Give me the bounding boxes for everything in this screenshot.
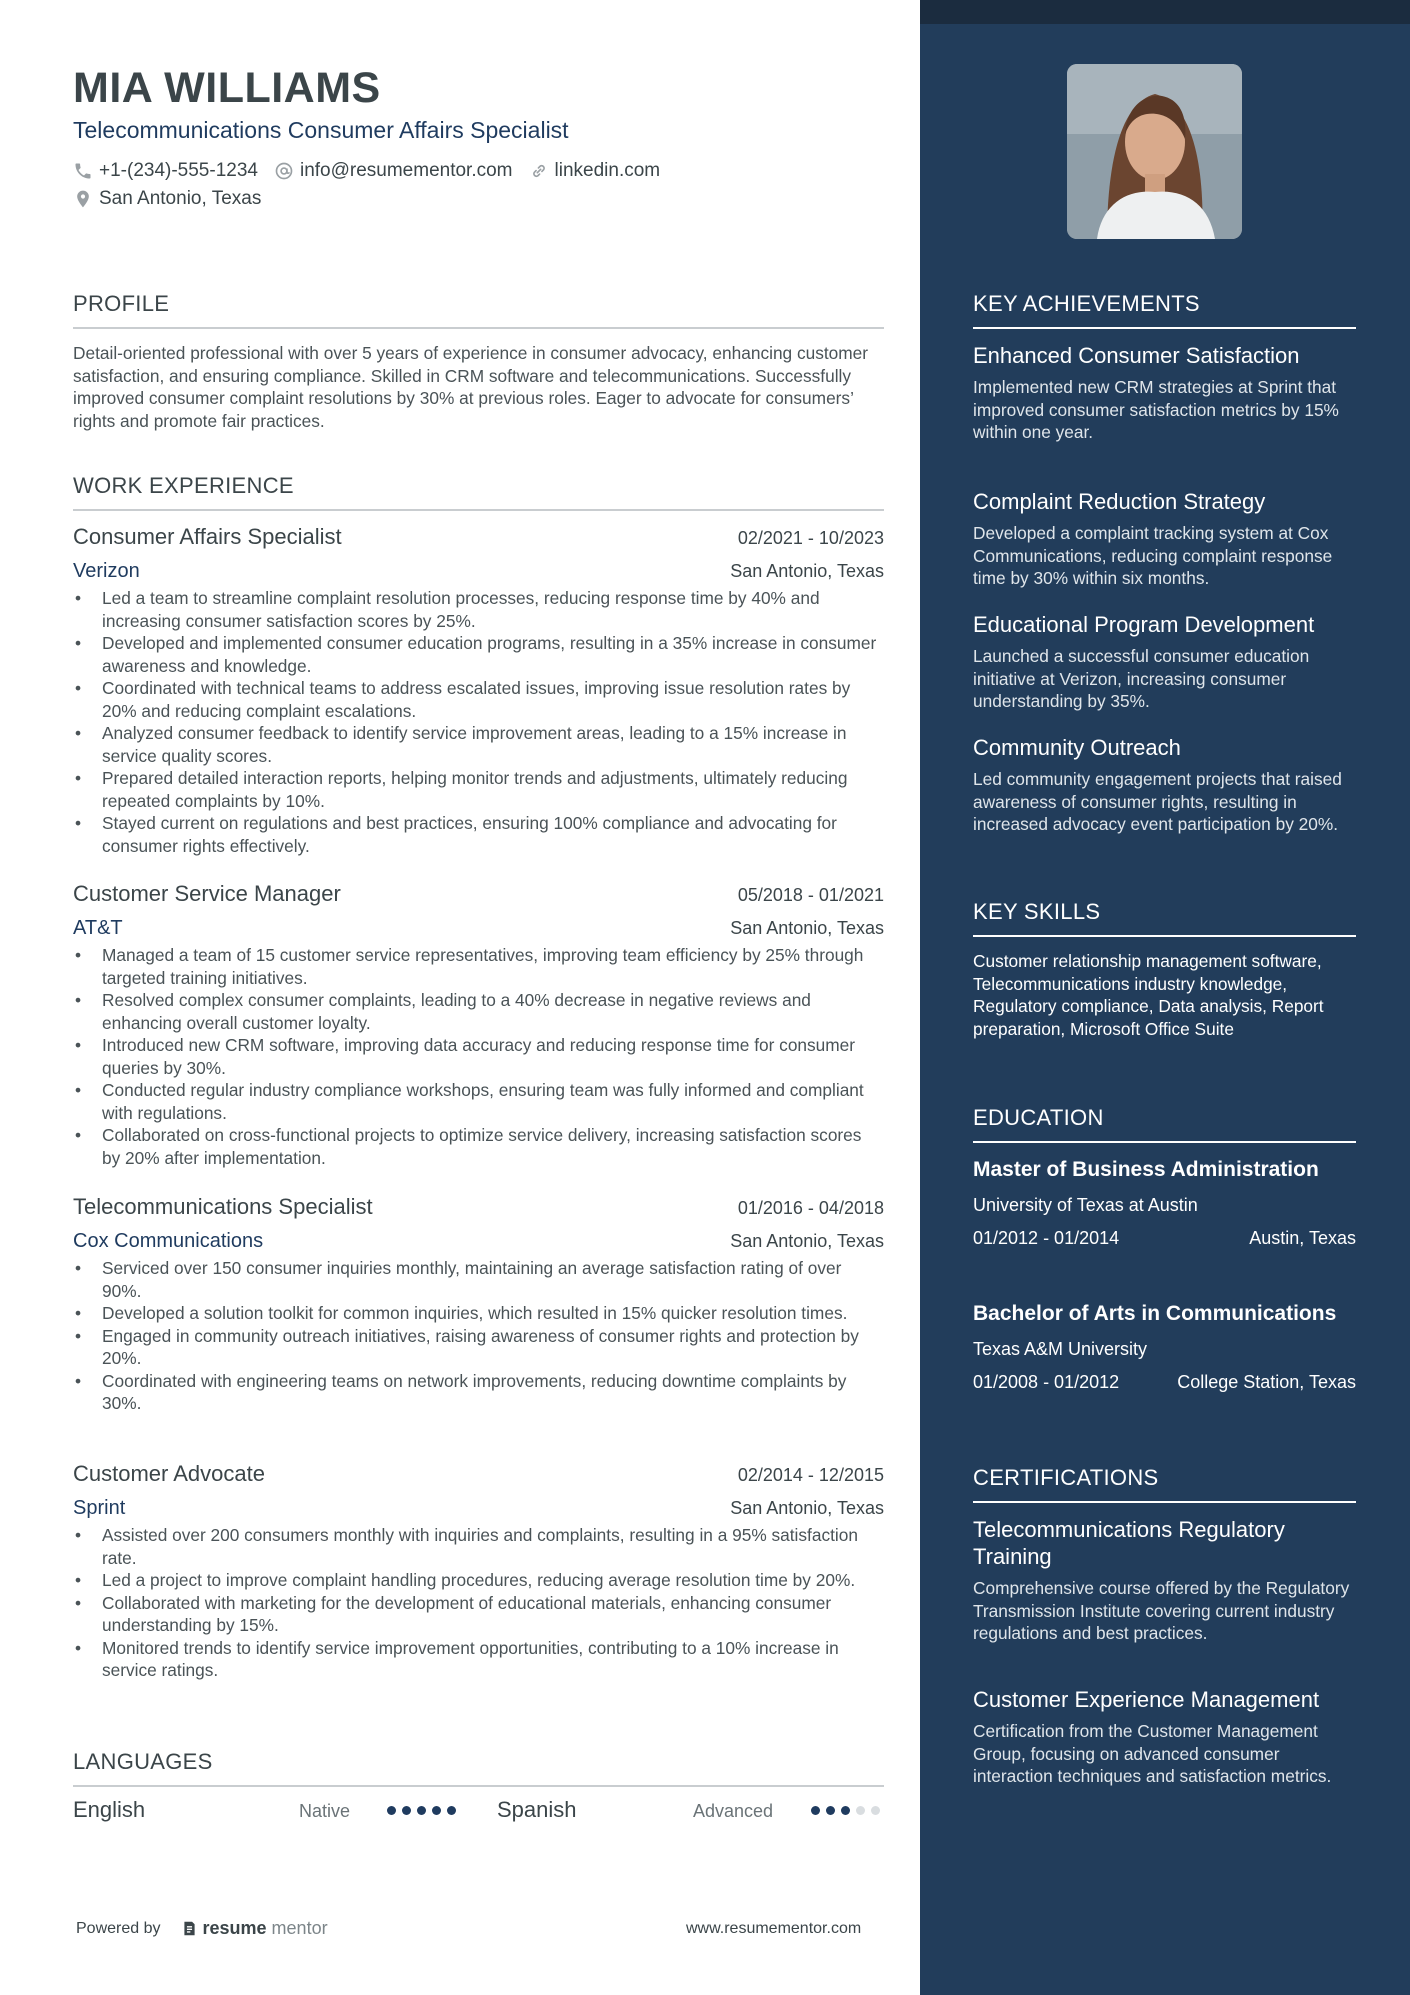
language-level: Native <box>299 1801 351 1821</box>
education-degree: Master of Business Administration <box>973 1158 1319 1181</box>
at-icon <box>274 161 294 181</box>
education-location: College Station, Texas <box>1177 1372 1356 1392</box>
job-entry <box>73 524 884 857</box>
experience-heading: WORK EXPERIENCE <box>73 473 884 511</box>
profile-text: Detail-oriented professional with over 5 years of experience in consumer advocacy, enhancing customer satisfaction, and ensuring compliance. Skilled in CRM software and telecommunications. Successfully improved consumer complaint resolutions by 30% at previous roles. Eager to advocate for consumers’ rights and promote fair practices. <box>73 343 869 431</box>
phone-text: +1-(234)-555-1234 <box>99 160 258 181</box>
job-bullet: • Resolved complex consumer complaints, leading to a 40% decrease in negative reviews and enhancing overall customer loyalty. <box>73 989 884 1034</box>
contact-row <box>73 160 660 182</box>
job-bullet: • Analyzed consumer feedback to identify service improvement areas, leading to a 15% increase in service quality scores. <box>73 722 884 767</box>
job-bullet: • Developed a solution toolkit for common inquiries, which resulted in 15% quicker resolution times. <box>73 1302 884 1325</box>
job-bullets <box>73 1524 884 1682</box>
job-bullet: • Led a project to improve complaint handling procedures, reducing average resolution time by 20%. <box>73 1569 884 1592</box>
achievement-title: Enhanced Consumer Satisfaction <box>973 343 1300 368</box>
achievement-item <box>973 488 1356 590</box>
language-item <box>497 1797 577 1823</box>
powered-by-label: Powered by <box>76 1919 161 1937</box>
email-text: info@resumementor.com <box>299 160 513 181</box>
achievement-title: Community Outreach <box>973 735 1181 760</box>
job-company: Verizon <box>73 560 140 582</box>
language-item <box>73 1797 145 1823</box>
rating-dot-filled <box>387 1806 396 1815</box>
language-rating <box>387 1806 456 1815</box>
language-name: English <box>73 1797 146 1822</box>
phone-icon <box>73 161 93 181</box>
footer-powered-by <box>76 1918 328 1939</box>
job-entry <box>73 881 884 1169</box>
education-school: University of Texas at Austin <box>973 1195 1198 1215</box>
rating-dot-empty <box>871 1806 880 1815</box>
language-rating <box>811 1806 880 1815</box>
language-level: Advanced <box>693 1801 774 1821</box>
language-name: Spanish <box>497 1797 577 1822</box>
job-bullet: • Assisted over 200 consumers monthly with inquiries and complaints, resulting in a 95% satisfaction rate. <box>73 1524 884 1569</box>
achievement-text: Implemented new CRM strategies at Sprint that improved consumer satisfaction metrics by 15% within one year. <box>973 377 1339 442</box>
brand-name-bold: resume <box>202 1918 267 1938</box>
job-location: San Antonio, Texas <box>730 1231 884 1251</box>
education-heading: EDUCATION <box>973 1105 1356 1143</box>
achievement-text: Developed a complaint tracking system at Cox Communications, reducing complaint response time by 30% within six months. <box>973 523 1333 588</box>
job-dates: 01/2016 - 04/2018 <box>737 1198 884 1218</box>
job-title: Telecommunications Specialist <box>73 1194 373 1219</box>
education-dates: 01/2012 - 01/2014 <box>973 1228 1120 1248</box>
certification-text: Comprehensive course offered by the Regulatory Transmission Institute covering current industry regulations and best practices. <box>973 1578 1350 1643</box>
achievement-text: Launched a successful consumer education initiative at Verizon, increasing consumer understanding by 35%. <box>973 646 1310 711</box>
certification-item <box>973 1686 1356 1788</box>
job-bullet: • Collaborated with marketing for the development of educational materials, enhancing consumer understanding by 15%. <box>73 1592 884 1637</box>
brand-logo[interactable] <box>181 1918 328 1939</box>
achievements-heading: KEY ACHIEVEMENTS <box>973 291 1356 329</box>
rating-dot-filled <box>432 1806 441 1815</box>
job-bullet: • Conducted regular industry compliance workshops, ensuring team was fully informed and compliant with regulations. <box>73 1079 884 1124</box>
contact-email[interactable] <box>274 160 513 182</box>
contact-linkedin[interactable] <box>529 160 661 182</box>
education-dates: 01/2008 - 01/2012 <box>973 1372 1120 1392</box>
achievement-item <box>973 734 1356 836</box>
job-title: Consumer Affairs Specialist <box>73 524 342 549</box>
job-bullets <box>73 587 884 857</box>
contact-location <box>73 188 261 210</box>
rating-dot-filled <box>826 1806 835 1815</box>
job-location: San Antonio, Texas <box>730 1498 884 1518</box>
education-item <box>973 1300 1356 1393</box>
job-bullet: • Coordinated with engineering teams on network improvements, reducing downtime complaints by 30%. <box>73 1370 884 1415</box>
languages-heading: LANGUAGES <box>73 1749 884 1787</box>
rating-dot-filled <box>841 1806 850 1815</box>
sidebar <box>920 0 1410 1995</box>
certification-text: Certification from the Customer Management Group, focusing on advanced consumer interaction techniques and satisfaction metrics. <box>973 1721 1332 1786</box>
education-location: Austin, Texas <box>1249 1228 1356 1248</box>
job-location: San Antonio, Texas <box>730 918 884 938</box>
certifications-heading: CERTIFICATIONS <box>973 1465 1356 1503</box>
job-dates: 02/2014 - 12/2015 <box>737 1465 884 1485</box>
skills-text: Customer relationship management software, Telecommunications industry knowledge, Regulatory compliance, Data analysis, Report preparation, Microsoft Office Suite <box>973 951 1324 1039</box>
job-location: San Antonio, Texas <box>730 561 884 581</box>
portrait-image <box>1067 64 1242 239</box>
job-dates: 05/2018 - 01/2021 <box>737 885 884 905</box>
job-bullet: • Stayed current on regulations and best practices, ensuring 100% compliance and advocating for consumer rights effectively. <box>73 812 884 857</box>
location-text: San Antonio, Texas <box>99 188 262 209</box>
job-bullet: • Engaged in community outreach initiatives, raising awareness of consumer rights and protection by 20%. <box>73 1325 884 1370</box>
job-company: Cox Communications <box>73 1230 264 1252</box>
rating-dot-filled <box>447 1806 456 1815</box>
job-bullet: • Coordinated with technical teams to address escalated issues, improving issue resolution rates by 20% and reducing complaint escalations. <box>73 677 884 722</box>
education-degree: Bachelor of Arts in Communications <box>973 1302 1337 1325</box>
job-bullet: • Introduced new CRM software, improving data accuracy and reducing response time for consumer queries by 30%. <box>73 1034 884 1079</box>
rating-dot-filled <box>402 1806 411 1815</box>
rating-dot-filled <box>417 1806 426 1815</box>
job-bullet: • Collaborated on cross-functional projects to optimize service delivery, increasing satisfaction scores by 20% after implementation. <box>73 1124 884 1169</box>
profile-heading: PROFILE <box>73 291 884 329</box>
job-bullet: • Serviced over 150 consumer inquiries monthly, maintaining an average satisfaction rating of over 90%. <box>73 1257 884 1302</box>
job-dates: 02/2021 - 10/2023 <box>737 528 884 548</box>
link-icon <box>529 161 549 181</box>
languages-row <box>73 1797 884 1829</box>
resumementor-logo-icon <box>181 1919 198 1938</box>
job-bullet: • Monitored trends to identify service improvement opportunities, contributing to a 10% increase in service ratings. <box>73 1637 884 1682</box>
candidate-title: Telecommunications Consumer Affairs Specialist <box>73 117 569 143</box>
profile-photo <box>1067 64 1242 239</box>
achievement-item <box>973 342 1356 444</box>
job-title: Customer Advocate <box>73 1461 265 1486</box>
job-company: Sprint <box>73 1497 126 1519</box>
linkedin-text: linkedin.com <box>554 160 661 181</box>
achievement-title: Complaint Reduction Strategy <box>973 489 1266 514</box>
rating-dot-filled <box>811 1806 820 1815</box>
job-entry <box>73 1461 884 1682</box>
job-bullet: • Led a team to streamline complaint resolution processes, reducing response time by 40% and increasing consumer satisfaction scores by 25%. <box>73 587 884 632</box>
job-title: Customer Service Manager <box>73 881 341 906</box>
achievement-item <box>973 611 1356 713</box>
job-bullet: • Managed a team of 15 customer service representatives, improving team efficiency by 25% through targeted training initiatives. <box>73 944 884 989</box>
certification-title: Customer Experience Management <box>973 1687 1320 1712</box>
job-bullet: • Prepared detailed interaction reports, helping monitor trends and adjustments, ultimately reducing repeated complaints by 10%. <box>73 767 884 812</box>
certification-item <box>973 1516 1356 1645</box>
rating-dot-empty <box>856 1806 865 1815</box>
job-bullets <box>73 1257 884 1415</box>
achievement-title: Educational Program Development <box>973 612 1315 637</box>
job-bullet: • Developed and implemented consumer education programs, resulting in a 35% increase in consumer awareness and knowledge. <box>73 632 884 677</box>
certification-title: Telecommunications Regulatory Training <box>973 1517 1285 1569</box>
job-bullets <box>73 944 884 1169</box>
sidebar-top-strip <box>920 0 1410 24</box>
achievement-text: Led community engagement projects that raised awareness of consumer rights, resulting in increased advocacy event participation by 20%. <box>973 769 1342 834</box>
education-item <box>973 1156 1356 1249</box>
job-company: AT&T <box>73 917 123 939</box>
job-entry <box>73 1194 884 1415</box>
location-pin-icon <box>73 189 93 209</box>
footer-url[interactable]: www.resumementor.com <box>686 1920 862 1937</box>
brand-name-light: mentor <box>271 1918 328 1938</box>
candidate-name: MIA WILLIAMS <box>73 64 381 112</box>
skills-heading: KEY SKILLS <box>973 899 1356 937</box>
education-school: Texas A&M University <box>973 1339 1148 1359</box>
contact-phone[interactable] <box>73 160 258 182</box>
